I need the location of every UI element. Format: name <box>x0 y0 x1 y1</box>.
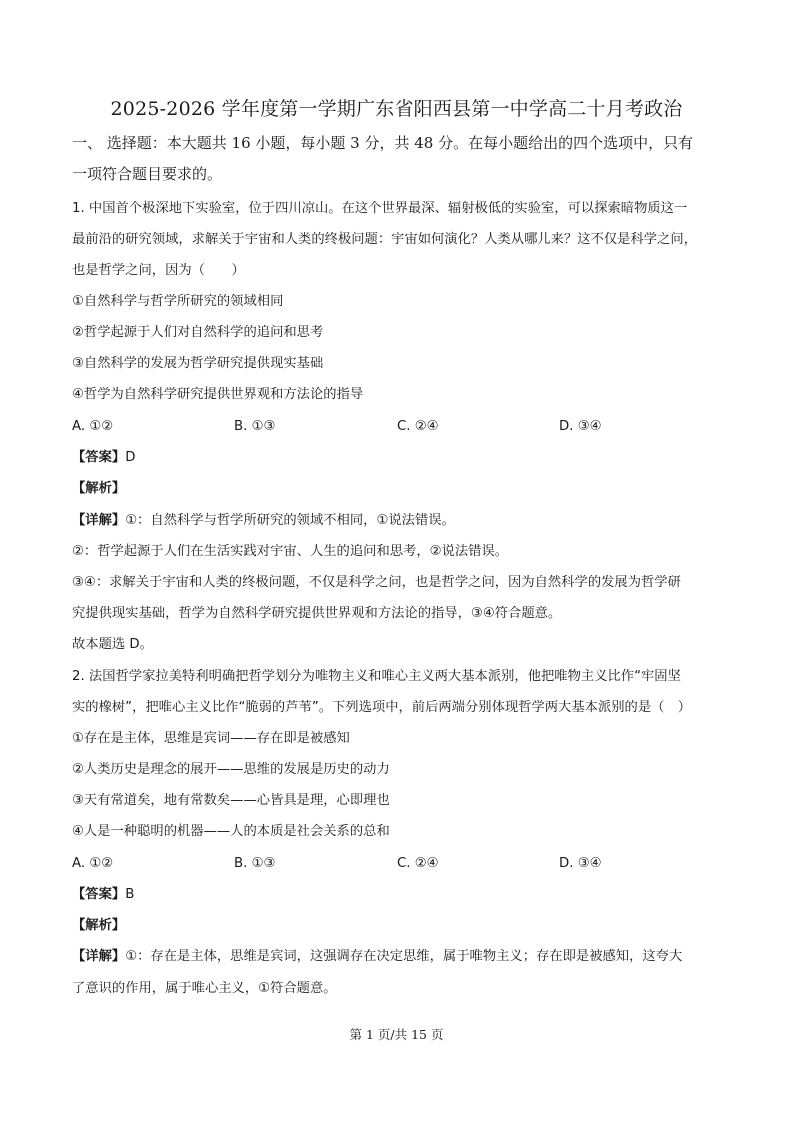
q2-statement-1: ①存在是主体，思维是宾词——存在即是被感知 <box>72 731 350 746</box>
q1-option-d: D. ③④ <box>559 419 602 434</box>
q1-detail-line-4: 究提供现实基础，哲学为自然科学研究提供世界观和方法论的指导，③④符合题意。 <box>72 606 562 621</box>
q2-answer-value: B <box>125 887 135 902</box>
q2-option-a: A. ①② <box>72 856 114 871</box>
q2-answer-tag: 【答案】 <box>72 887 126 902</box>
q2-option-c: C. ②④ <box>397 856 439 871</box>
q2-detail-line-2: 了意识的作用，属于唯心主义，①符合题意。 <box>72 981 337 996</box>
q1-analysis-tag: 【解析】 <box>72 481 126 496</box>
q1-stem-line-3: 也是哲学之问，因为（ ） <box>72 263 245 278</box>
q2-answer <box>72 886 724 904</box>
q2-statement-2: ②人类历史是理念的展开——思维的发展是历史的动力 <box>72 762 390 777</box>
q1-option-b: B. ①③ <box>234 419 276 434</box>
q1-detail-tag: 【详解】 <box>72 513 126 528</box>
q1-detail-line-2: ②：哲学起源于人们在生活实践对宇宙、人生的追问和思考，②说法错误。 <box>72 544 509 559</box>
page-title: 2025-2026 学年度第一学期广东省阳西县第一中学高二十月考政治 <box>110 98 683 120</box>
q2-option-b: B. ①③ <box>234 856 276 871</box>
q1-options <box>72 418 724 436</box>
q1-statement-2: ②哲学起源于人们对自然科学的追问和思考 <box>72 325 324 340</box>
section-heading-line-1: 一、 选择题：本大题共 16 小题，每小题 3 分，共 48 分。在每小题给出的四个选项中，只有 <box>72 134 694 152</box>
q1-option-a: A. ①② <box>72 419 114 434</box>
q1-answer-tag: 【答案】 <box>72 450 126 465</box>
q2-stem-line-1: 2. 法国哲学家拉美特利明确把哲学划分为唯物主义和唯心主义两大基本派别，他把唯物主义比作“牢固坚 <box>72 669 681 684</box>
q1-answer <box>72 449 724 467</box>
q2-detail-line-1: 【详解】①：存在是主体，思维是宾词，这强调存在决定思维，属于唯物主义；存在即是被感知，这夸大 <box>72 949 683 964</box>
q1-stem-line-1: 1. 中国首个极深地下实验室，位于四川凉山。在这个世界最深、辐射极低的实验室，可以探索暗物质这一 <box>72 201 688 216</box>
q1-answer-value: D <box>125 450 136 465</box>
q1-statement-4: ④哲学为自然科学研究提供世界观和方法论的指导 <box>72 387 364 402</box>
q1-statement-3: ③自然科学的发展为哲学研究提供现实基础 <box>72 356 324 371</box>
q1-detail-line-3: ③④：求解关于宇宙和人类的终极问题，不仅是科学之问，也是哲学之问，因为自然科学的发展为哲学研 <box>72 575 681 590</box>
q2-stem-line-2: 实的橡树”，把唯心主义比作“脆弱的芦苇”。下列选项中，前后两端分别体现哲学两大基本派别的是（ ） <box>72 700 692 715</box>
q2-option-d: D. ③④ <box>559 856 602 871</box>
section-heading-line-2: 一项符合题目要求的。 <box>72 165 223 183</box>
q1-statement-1: ①自然科学与哲学所研究的领域相同 <box>72 294 284 309</box>
page-footer: 第 1 页/共 15 页 <box>349 1027 444 1042</box>
q1-stem-line-2: 最前沿的研究领域，求解关于宇宙和人类的终极问题：宇宙如何演化？人类从哪儿来？这不仅是科学之问， <box>72 232 697 247</box>
q2-detail-tag: 【详解】 <box>72 949 126 964</box>
q1-option-c: C. ②④ <box>397 419 439 434</box>
q2-statement-3: ③天有常道矣，地有常数矣——心皆具是理，心即理也 <box>72 793 390 808</box>
q1-detail-line-1: 【详解】①：自然科学与哲学所研究的领域不相同，①说法错误。 <box>72 513 455 528</box>
q2-statement-4: ④人是一种聪明的机器——人的本质是社会关系的总和 <box>72 824 390 839</box>
q1-conclusion: 故本题选 D。 <box>72 637 153 652</box>
q2-options <box>72 855 724 873</box>
q2-analysis-tag: 【解析】 <box>72 918 126 933</box>
